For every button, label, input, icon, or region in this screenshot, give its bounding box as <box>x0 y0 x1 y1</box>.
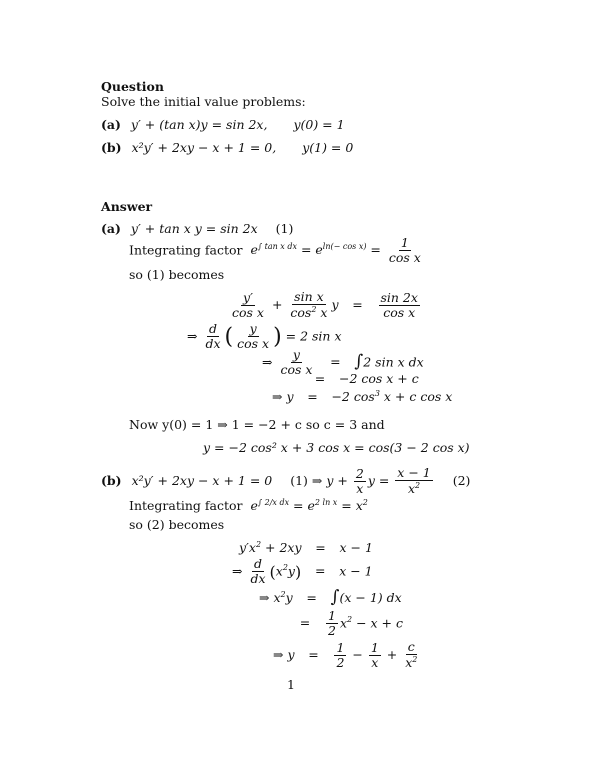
question-equation: x²y′ + 2xy − x + 1 = 0, <box>131 140 277 155</box>
derivation-b-row-4: = $\frac{1}{2}$ $x^2 - x + c$ <box>299 608 403 639</box>
question-part-b <box>101 140 353 155</box>
initial-condition: y(0) = 1 <box>293 117 345 132</box>
part-label: (a) <box>101 221 121 236</box>
becomes-line: so (1) becomes <box>129 267 225 282</box>
answer-heading: Answer <box>101 199 153 214</box>
part-label: (a) <box>101 117 121 132</box>
part-label: (b) <box>101 140 122 155</box>
derivation-b-row-5: ⇒ y = $\frac{1}{2}$ − $\frac{1}{x}$ + $\frac{c}{x^2}$ <box>273 639 418 671</box>
initial-condition-line: Now y(0) = 1 ⇒ 1 = −2 + c so c = 3 and <box>129 417 385 432</box>
integrating-factor-math: $e^{\int 2/x dx} = e^{2 ln x} = x^2$ <box>250 498 368 514</box>
integrating-factor-line <box>129 236 425 266</box>
final-solution-a: y = −2 cos² x + 3 cos x = cos(3 − 2 cos x) <box>203 440 470 455</box>
integrating-factor-label: Integrating factor <box>129 498 243 514</box>
derivation-b-row-3: ⇒ $x^2y = \int(x - 1)$ dx <box>259 587 402 607</box>
derivation-b-row-1: $y'x^2 + 2xy = x - 1$ <box>239 540 373 556</box>
derivation-a-row-4: = −2 cos x + c <box>314 371 419 386</box>
initial-condition: y(1) = 0 <box>302 140 354 155</box>
question-equation: y′ + (tan x)y = sin 2x, <box>130 117 268 132</box>
integrating-factor-math: $e^{\int tan x dx} = e^{ln(- cos x)}$ = $\frac{1}{\text{cos x}}$ <box>250 235 421 266</box>
becomes-line-b: so (2) becomes <box>129 517 225 532</box>
part-label: (b) <box>101 472 122 488</box>
page-number: 1 <box>287 677 295 692</box>
integrating-factor-label: Integrating factor <box>129 242 243 258</box>
derivation-a-row-5: ⇒ y = −2 $\cos^3 x + c$ cos x <box>272 389 453 405</box>
equation-tag: (1) <box>290 472 308 488</box>
question-intro: Solve the initial value problems: <box>101 94 306 109</box>
equation-tag: (2) <box>452 472 471 488</box>
answer-b-equation-line <box>101 466 470 497</box>
answer-equation: y′ + tan x y = sin 2x <box>130 221 258 236</box>
derivation-a-row-2: ⇒ $\frac{d}{dx}$ ( $\frac{y}{\text{cos x}}$ ) = 2 sin x <box>187 321 342 352</box>
normalized-equation: ⇒ y + $\frac{2}{x}$ y = $\frac{x - 1}{x^2}$ <box>311 465 431 497</box>
answer-equation: x²y′ + 2xy − x + 1 = 0 <box>131 472 273 488</box>
derivation-b-row-2: ⇒ $\frac{d}{dx}$ $(x^2y) = x - 1$ <box>232 556 373 587</box>
integrating-factor-line-b <box>129 498 368 513</box>
derivation-a-row-1: $\frac{y'}{\text{cos x}}$ + $\frac{\text{sin x}}{\cos^2 x}$ y = $\frac{\sin 2x}{\text{cos x}}$ <box>232 289 418 321</box>
equation-tag: (1) <box>275 221 294 236</box>
answer-a-equation-line <box>101 221 293 236</box>
question-part-a <box>101 117 345 132</box>
derivation-a-row-3: ⇒ $\frac{y}{\text{cos x}}$ = ∫2 sin x dx <box>262 347 424 378</box>
question-heading: Question <box>101 79 164 94</box>
